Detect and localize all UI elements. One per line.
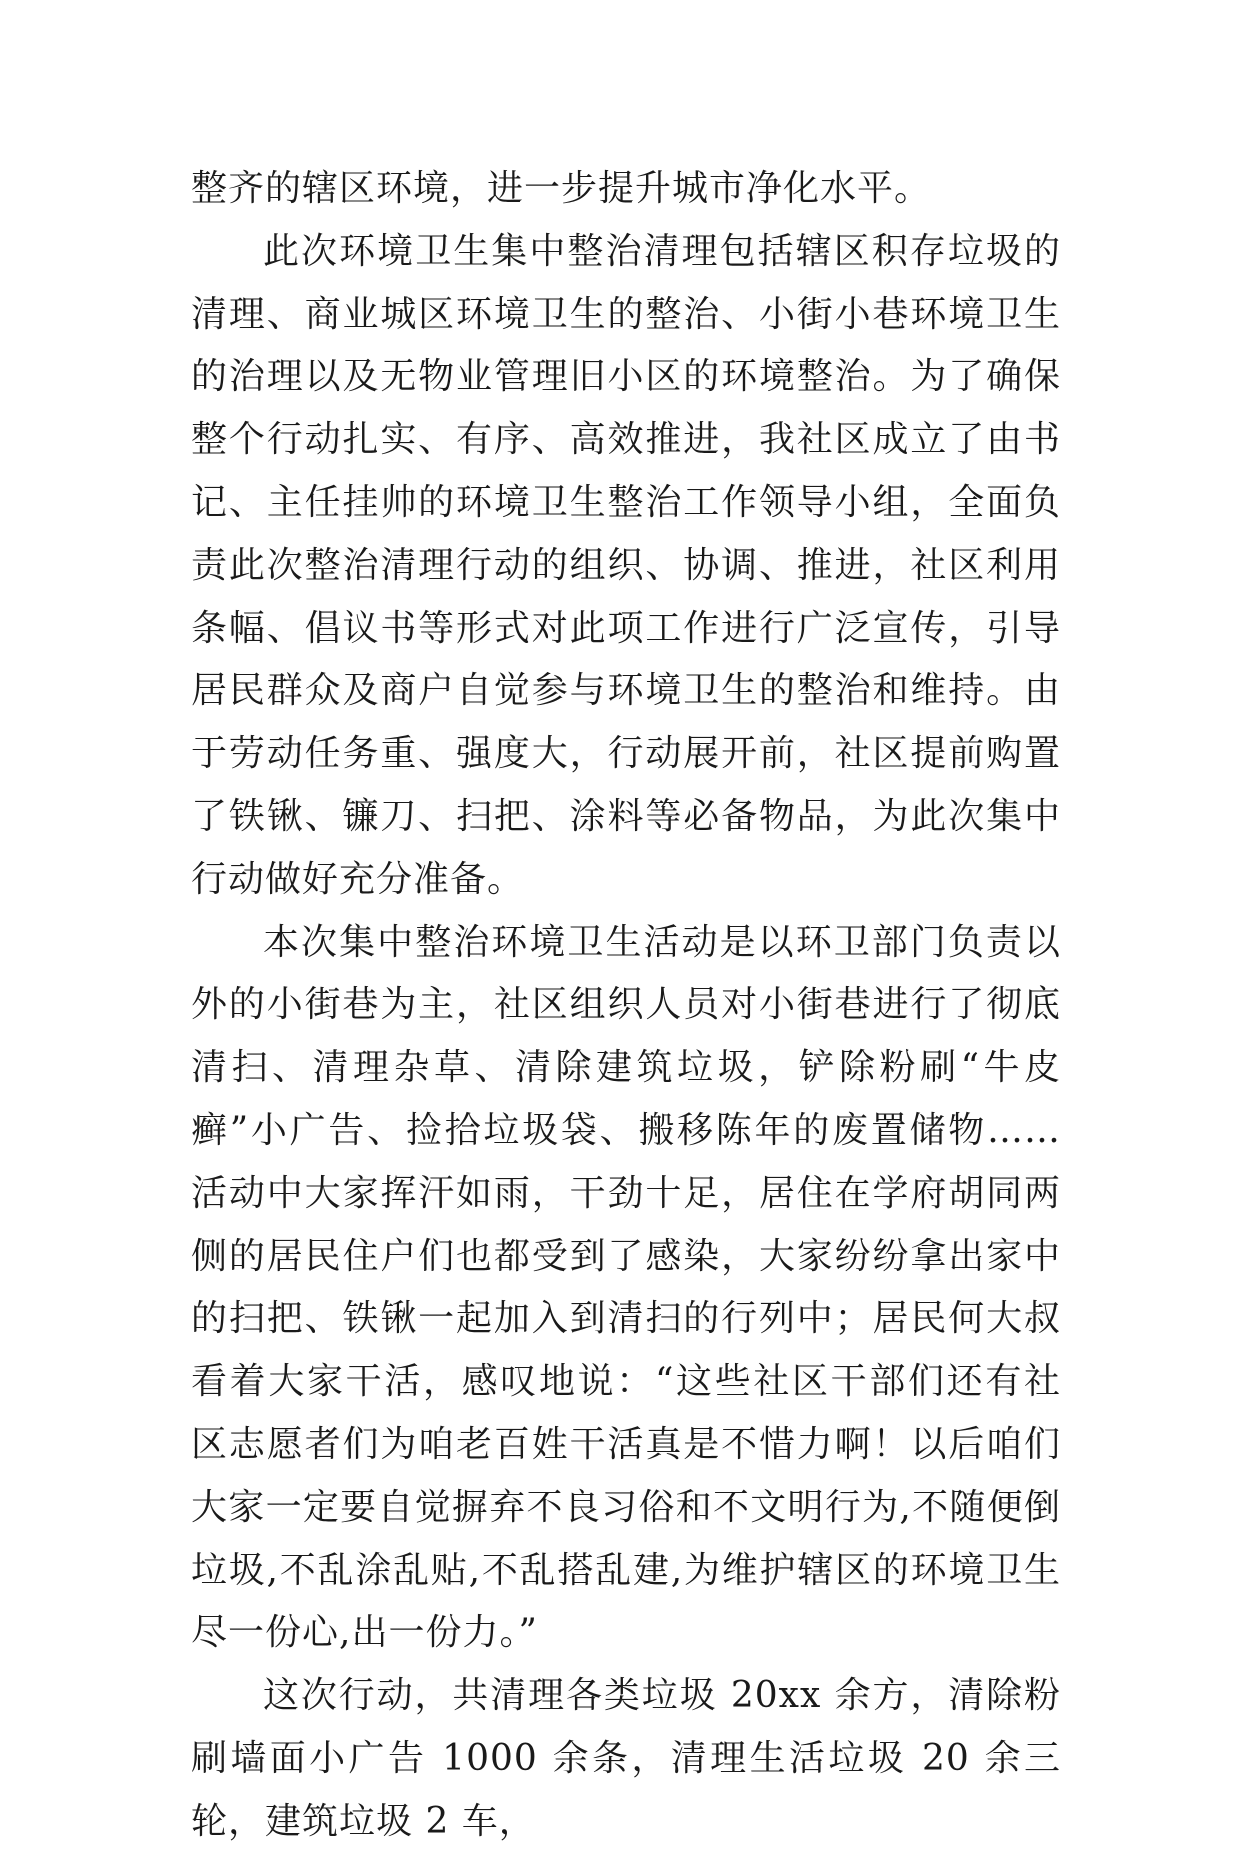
paragraph-cleanup-activity: 本次集中整治环境卫生活动是以环卫部门负责以外的小街巷为主，社区组织人员对小街巷进行了彻底清扫、清理杂草、清除建筑垃圾，铲除粉刷“牛皮癣”小广告、捡拾垃圾袋、搬移陈年的废置储物……活动中大家挥汗如雨，干劲十足，居住在学府胡同两侧的居民住户们也都受到了感染，大家纷纷拿出家中的扫把、铁锹一起加入到清扫的行列中；居民何大叔看着大家干活，感叹地说：“这些社区干部们还有社区志愿者们为咱老百姓干活真是不惜力啊！以后咱们大家一定要自觉摒弃不良习俗和不文明行为,不随便倒垃圾,不乱涂乱贴,不乱搭乱建,为维护辖区的环境卫生尽一份心,出一份力。”	[191, 921, 1061, 1654]
document-body	[191, 158, 1061, 1854]
paragraph-results: 这次行动，共清理各类垃圾 20xx 余方，清除粉刷墙面小广告 1000 余条，清理生活垃圾 20 余三轮，建筑垃圾 2 车，	[191, 1675, 1061, 1842]
paragraph-continuation: 整齐的辖区环境，进一步提升城市净化水平。	[191, 168, 932, 209]
paragraph-sanitation-plan: 此次环境卫生集中整治清理包括辖区积存垃圾的清理、商业城区环境卫生的整治、小街小巷环境卫生的治理以及无物业管理旧小区的环境整治。为了确保整个行动扎实、有序、高效推进，我社区成立了由书记、主任挂帅的环境卫生整治工作领导小组，全面负责此次整治清理行动的组织、协调、推进，社区利用条幅、倡议书等形式对此项工作进行广泛宣传，引导居民群众及商户自觉参与环境卫生的整治和维持。由于劳动任务重、强度大，行动展开前，社区提前购置了铁锹、镰刀、扫把、涂料等必备物品，为此次集中行动做好充分准备。	[191, 230, 1061, 900]
